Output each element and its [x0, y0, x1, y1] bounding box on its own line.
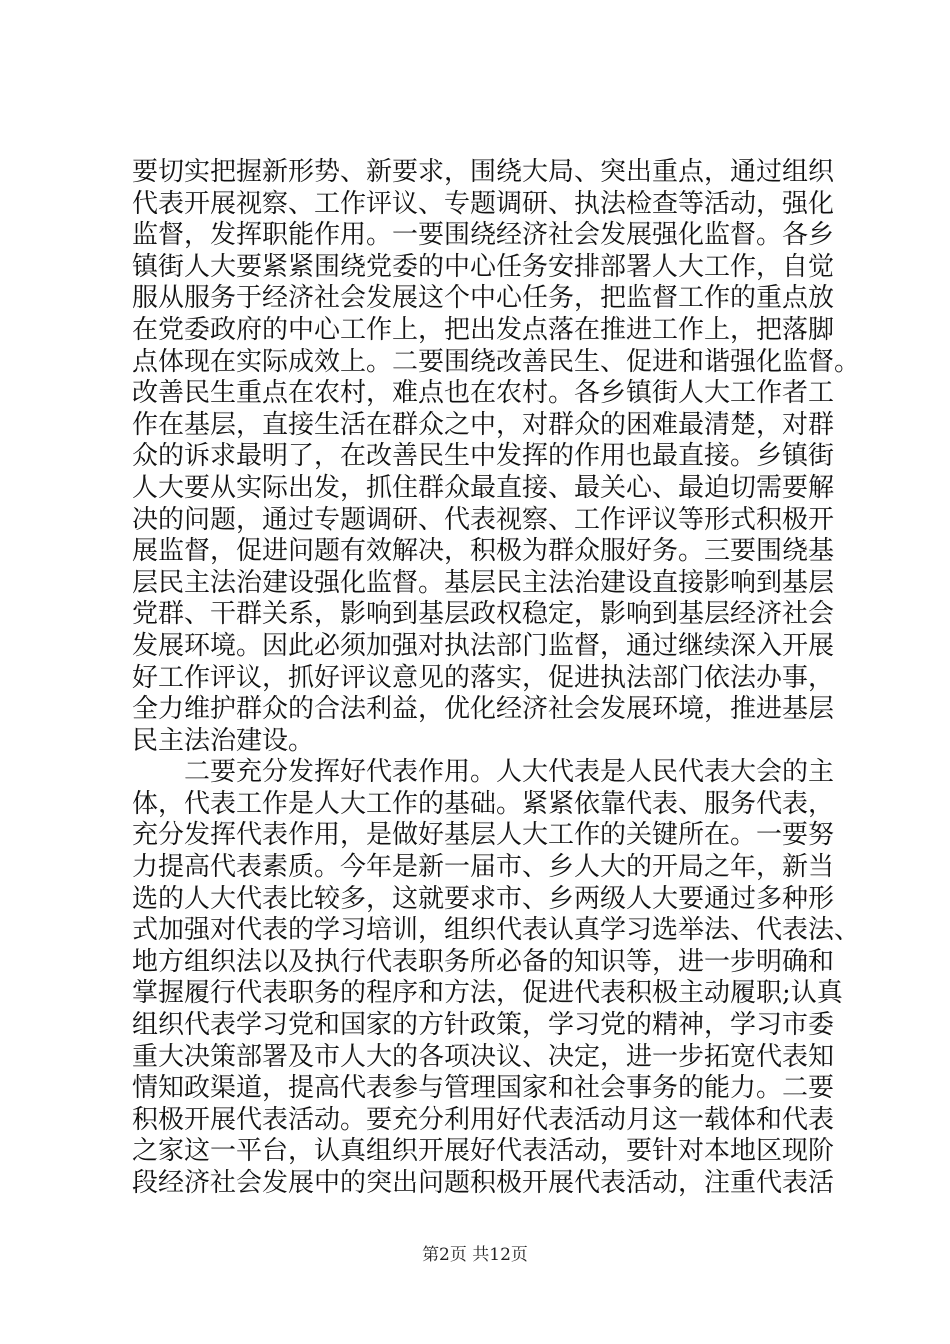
text-line: 充分发挥代表作用，是做好基层人大工作的关键所在。一要努 — [132, 820, 835, 851]
text-line: 层民主法治建设强化监督。基层民主法治建设直接影响到基层 — [132, 567, 835, 598]
text-line: 重大决策部署及市人大的各项决议、决定，进一步拓宽代表知 — [132, 1041, 835, 1072]
text-line: 代表开展视察、工作评议、专题调研、执法检查等活动，强化 — [132, 188, 835, 219]
text-line: 力提高代表素质。今年是新一届市、乡人大的开局之年，新当 — [132, 852, 835, 883]
text-line: 在党委政府的中心工作上，把出发点落在推进工作上，把落脚 — [132, 314, 835, 345]
text-line: 发展环境。因此必须加强对执法部门监督，通过继续深入开展 — [132, 630, 835, 661]
text-line: 情知政渠道，提高代表参与管理国家和社会事务的能力。二要 — [132, 1073, 835, 1104]
text-line: 点体现在实际成效上。二要围绕改善民生、促进和谐强化监督。 — [132, 346, 861, 377]
page-number-label: 第2页 共12页 — [422, 1245, 528, 1265]
text-line: 式加强对代表的学习培训，组织代表认真学习选举法、代表法、 — [132, 915, 861, 946]
text-line: 党群、干群关系，影响到基层政权稳定，影响到基层经济社会 — [132, 599, 835, 630]
document-body — [132, 157, 861, 1200]
text-line: 作在基层，直接生活在群众之中，对群众的困难最清楚，对群 — [132, 409, 835, 440]
text-line: 改善民生重点在农村，难点也在农村。各乡镇街人大工作者工 — [132, 378, 835, 409]
text-line: 服从服务于经济社会发展这个中心任务，把监督工作的重点放 — [132, 283, 835, 314]
text-line: 全力维护群众的合法利益，优化经济社会发展环境，推进基层 — [132, 694, 835, 725]
page-footer — [0, 1240, 950, 1265]
text-line: 组织代表学习党和国家的方针政策，学习党的精神，学习市委 — [132, 1010, 835, 1041]
text-line: 地方组织法以及执行代表职务所必备的知识等，进一步明确和 — [132, 946, 835, 977]
text-line: 众的诉求最明了，在改善民生中发挥的作用也最直接。乡镇街 — [132, 441, 835, 472]
text-line: 监督，发挥职能作用。一要围绕经济社会发展强化监督。各乡 — [132, 220, 835, 251]
text-line: 展监督，促进问题有效解决，积极为群众服好务。三要围绕基 — [132, 536, 835, 567]
text-line: 掌握履行代表职务的程序和方法，促进代表积极主动履职;认真 — [132, 978, 843, 1009]
text-line: 人大要从实际出发，抓住群众最直接、最关心、最迫切需要解 — [132, 472, 835, 503]
paragraph-first-line: 二要充分发挥好代表作用。人大代表是人民代表大会的主 — [184, 757, 835, 788]
text-line: 镇街人大要紧紧围绕党委的中心任务安排部署人大工作，自觉 — [132, 251, 835, 282]
text-line: 体，代表工作是人大工作的基础。紧紧依靠代表、服务代表， — [132, 788, 835, 819]
text-line: 好工作评议，抓好评议意见的落实，促进执法部门依法办事， — [132, 662, 835, 693]
text-line: 之家这一平台，认真组织开展好代表活动，要针对本地区现阶 — [132, 1136, 835, 1167]
text-line: 要切实把握新形势、新要求，围绕大局、突出重点，通过组织 — [132, 157, 835, 187]
paragraph-end-line: 民主法治建设。 — [132, 725, 315, 756]
text-line: 选的人大代表比较多，这就要求市、乡两级人大要通过多种形 — [132, 883, 835, 914]
text-line: 积极开展代表活动。要充分利用好代表活动月这一载体和代表 — [132, 1104, 835, 1135]
text-line: 段经济社会发展中的突出问题积极开展代表活动，注重代表活 — [132, 1168, 835, 1198]
text-line: 决的问题，通过专题调研、代表视察、工作评议等形式积极开 — [132, 504, 835, 535]
